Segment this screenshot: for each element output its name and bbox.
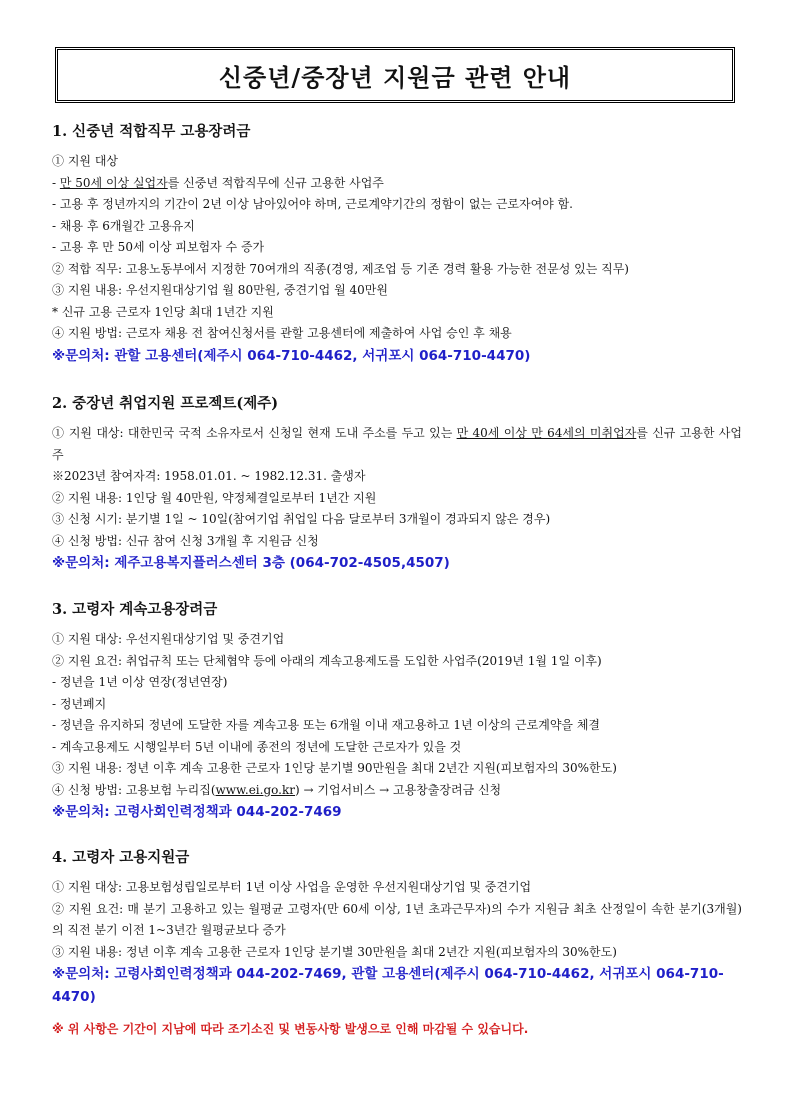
s2-contact: ※문의처: 제주고용복지플러스센터 3층 (064-702-4505,4507) <box>52 555 450 571</box>
section-3-title: 3. 고령자 계속고용장려금 <box>52 601 218 618</box>
s1-line-5: - 고용 후 만 50세 이상 피보험자 수 증가 <box>52 240 265 254</box>
s2-line-1-pre: ① 지원 대상: 대한민국 국적 소유자로서 신청일 현재 도내 주소를 두고 있는 <box>52 426 457 440</box>
s1-line-1: ① 지원 대상 <box>52 154 118 168</box>
s1-line-6: ② 적합 직무: 고용노동부에서 지정한 70여개의 직종(경영, 제조업 등 기존 경력 활용 가능한 전문성 있는 직무) <box>52 261 629 276</box>
s1-line-3: - 고용 후 정년까지의 기간이 2년 이상 남아있어야 하며, 근로계약기간의 정함이 없는 근로자여야 함. <box>52 197 573 211</box>
s1-line-2 <box>52 173 742 195</box>
s2-line-1-underlined: 만 40세 이상 만 64세의 미취업자 <box>456 426 637 440</box>
s1-line-2-pre: - <box>52 175 60 190</box>
s3-contact: ※문의처: 고령사회인력정책과 044-202-7469 <box>52 804 342 820</box>
s1-line-7: ③ 지원 내용: 우선지원대상기업 월 80만원, 중견기업 월 40만원 <box>52 283 388 297</box>
section-4-title: 4. 고령자 고용지원금 <box>52 849 190 866</box>
s3-line-6: - 계속고용제도 시행일부터 5년 이내에 종전의 정년에 도달한 근로자가 있을 것 <box>52 739 462 754</box>
section-2 <box>52 392 742 574</box>
section-2-title: 2. 중장년 취업지원 프로젝트(제주) <box>52 395 279 412</box>
s2-line-4: ③ 신청 시기: 분기별 1일 ~ 10일(참여기업 취업일 다음 달로부터 3개월이 경과되지 않은 경우) <box>52 512 551 526</box>
s2-line-2: ※2023년 참여자격: 1958.01.01. ~ 1982.12.31. 출생자 <box>52 469 366 483</box>
s2-line-1-post: 를 신규 고용한 사업주 <box>52 426 742 462</box>
s4-line-3: ③ 지원 내용: 정년 이후 계속 고용한 근로자 1인당 분기별 30만원을 최대 2년간 지원(피보험자의 30%한도) <box>52 944 617 959</box>
s1-line-9: ④ 지원 방법: 근로자 채용 전 참여신청서를 관할 고용센터에 제출하여 사업 승인 후 채용 <box>52 326 512 340</box>
s3-line-8 <box>52 780 742 802</box>
section-3 <box>52 598 742 823</box>
s3-line-8-pre: ④ 신청 방법: 고용보험 누리집( <box>52 782 216 797</box>
notice-text: ※ 위 사항은 기간이 지남에 따라 조기소진 및 변동사항 발생으로 인해 마감될 수 있습니다. <box>52 1022 529 1036</box>
section-1 <box>52 120 742 367</box>
s3-line-7: ③ 지원 내용: 정년 이후 계속 고용한 근로자 1인당 분기별 90만원을 최대 2년간 지원(피보험자의 30%한도) <box>52 761 617 775</box>
s4-line-2: ② 지원 요건: 매 분기 고용하고 있는 월평균 고령자(만 60세 이상, 1년 초과근무자)의 수가 지원금 최초 산정일이 속한 분기(3개월)의 직전 분기 이전 1~3년간 월평균보다 증가 <box>52 901 742 937</box>
s3-line-3: - 정년을 1년 이상 연장(정년연장) <box>52 675 228 689</box>
s3-line-1: ① 지원 대상: 우선지원대상기업 및 중견기업 <box>52 632 285 646</box>
s1-line-8: * 신규 고용 근로자 1인당 최대 1년간 지원 <box>52 304 274 319</box>
s1-line-2-post: 를 신중년 적합직무에 신규 고용한 사업주 <box>167 175 384 190</box>
s3-line-2: ② 지원 요건: 취업규칙 또는 단체협약 등에 아래의 계속고용제도를 도입한 사업주(2019년 1월 1일 이후) <box>52 653 602 668</box>
s2-line-3: ② 지원 내용: 1인당 월 40만원, 약정체결일로부터 1년간 지원 <box>52 490 377 505</box>
page-title: 신중년/중장년 지원금 관련 안내 <box>218 62 572 92</box>
s1-line-4: - 채용 후 6개월간 고용유지 <box>52 218 195 233</box>
s2-line-1 <box>52 423 742 466</box>
ei-website-link[interactable]: www.ei.go.kr <box>215 782 295 797</box>
title-box <box>55 47 735 103</box>
s1-contact: ※문의처: 관할 고용센터(제주시 064-710-4462, 서귀포시 064-710-4470) <box>52 347 531 364</box>
s4-contact: ※문의처: 고령사회인력정책과 044-202-7469, 관할 고용센터(제주시 064-710-4462, 서귀포시 064-710-4470) <box>52 966 724 1005</box>
s4-line-1: ① 지원 대상: 고용보험성립일로부터 1년 이상 사업을 운영한 우선지원대상기업 및 중견기업 <box>52 880 532 894</box>
s3-line-4: - 정년폐지 <box>52 696 107 711</box>
s3-line-8-post: ) → 기업서비스 → 고용창출장려금 신청 <box>294 782 502 797</box>
s1-line-2-underlined: 만 50세 이상 실업자 <box>59 175 168 190</box>
s2-line-5: ④ 신청 방법: 신규 참여 신청 3개월 후 지원금 신청 <box>52 533 319 548</box>
section-1-title: 1. 신중년 적합직무 고용장려금 <box>52 123 251 140</box>
section-4 <box>52 846 742 1009</box>
s3-line-5: - 정년을 유지하되 정년에 도달한 자를 계속고용 또는 6개월 이내 재고용하고 1년 이상의 근로계약을 체결 <box>52 718 601 732</box>
